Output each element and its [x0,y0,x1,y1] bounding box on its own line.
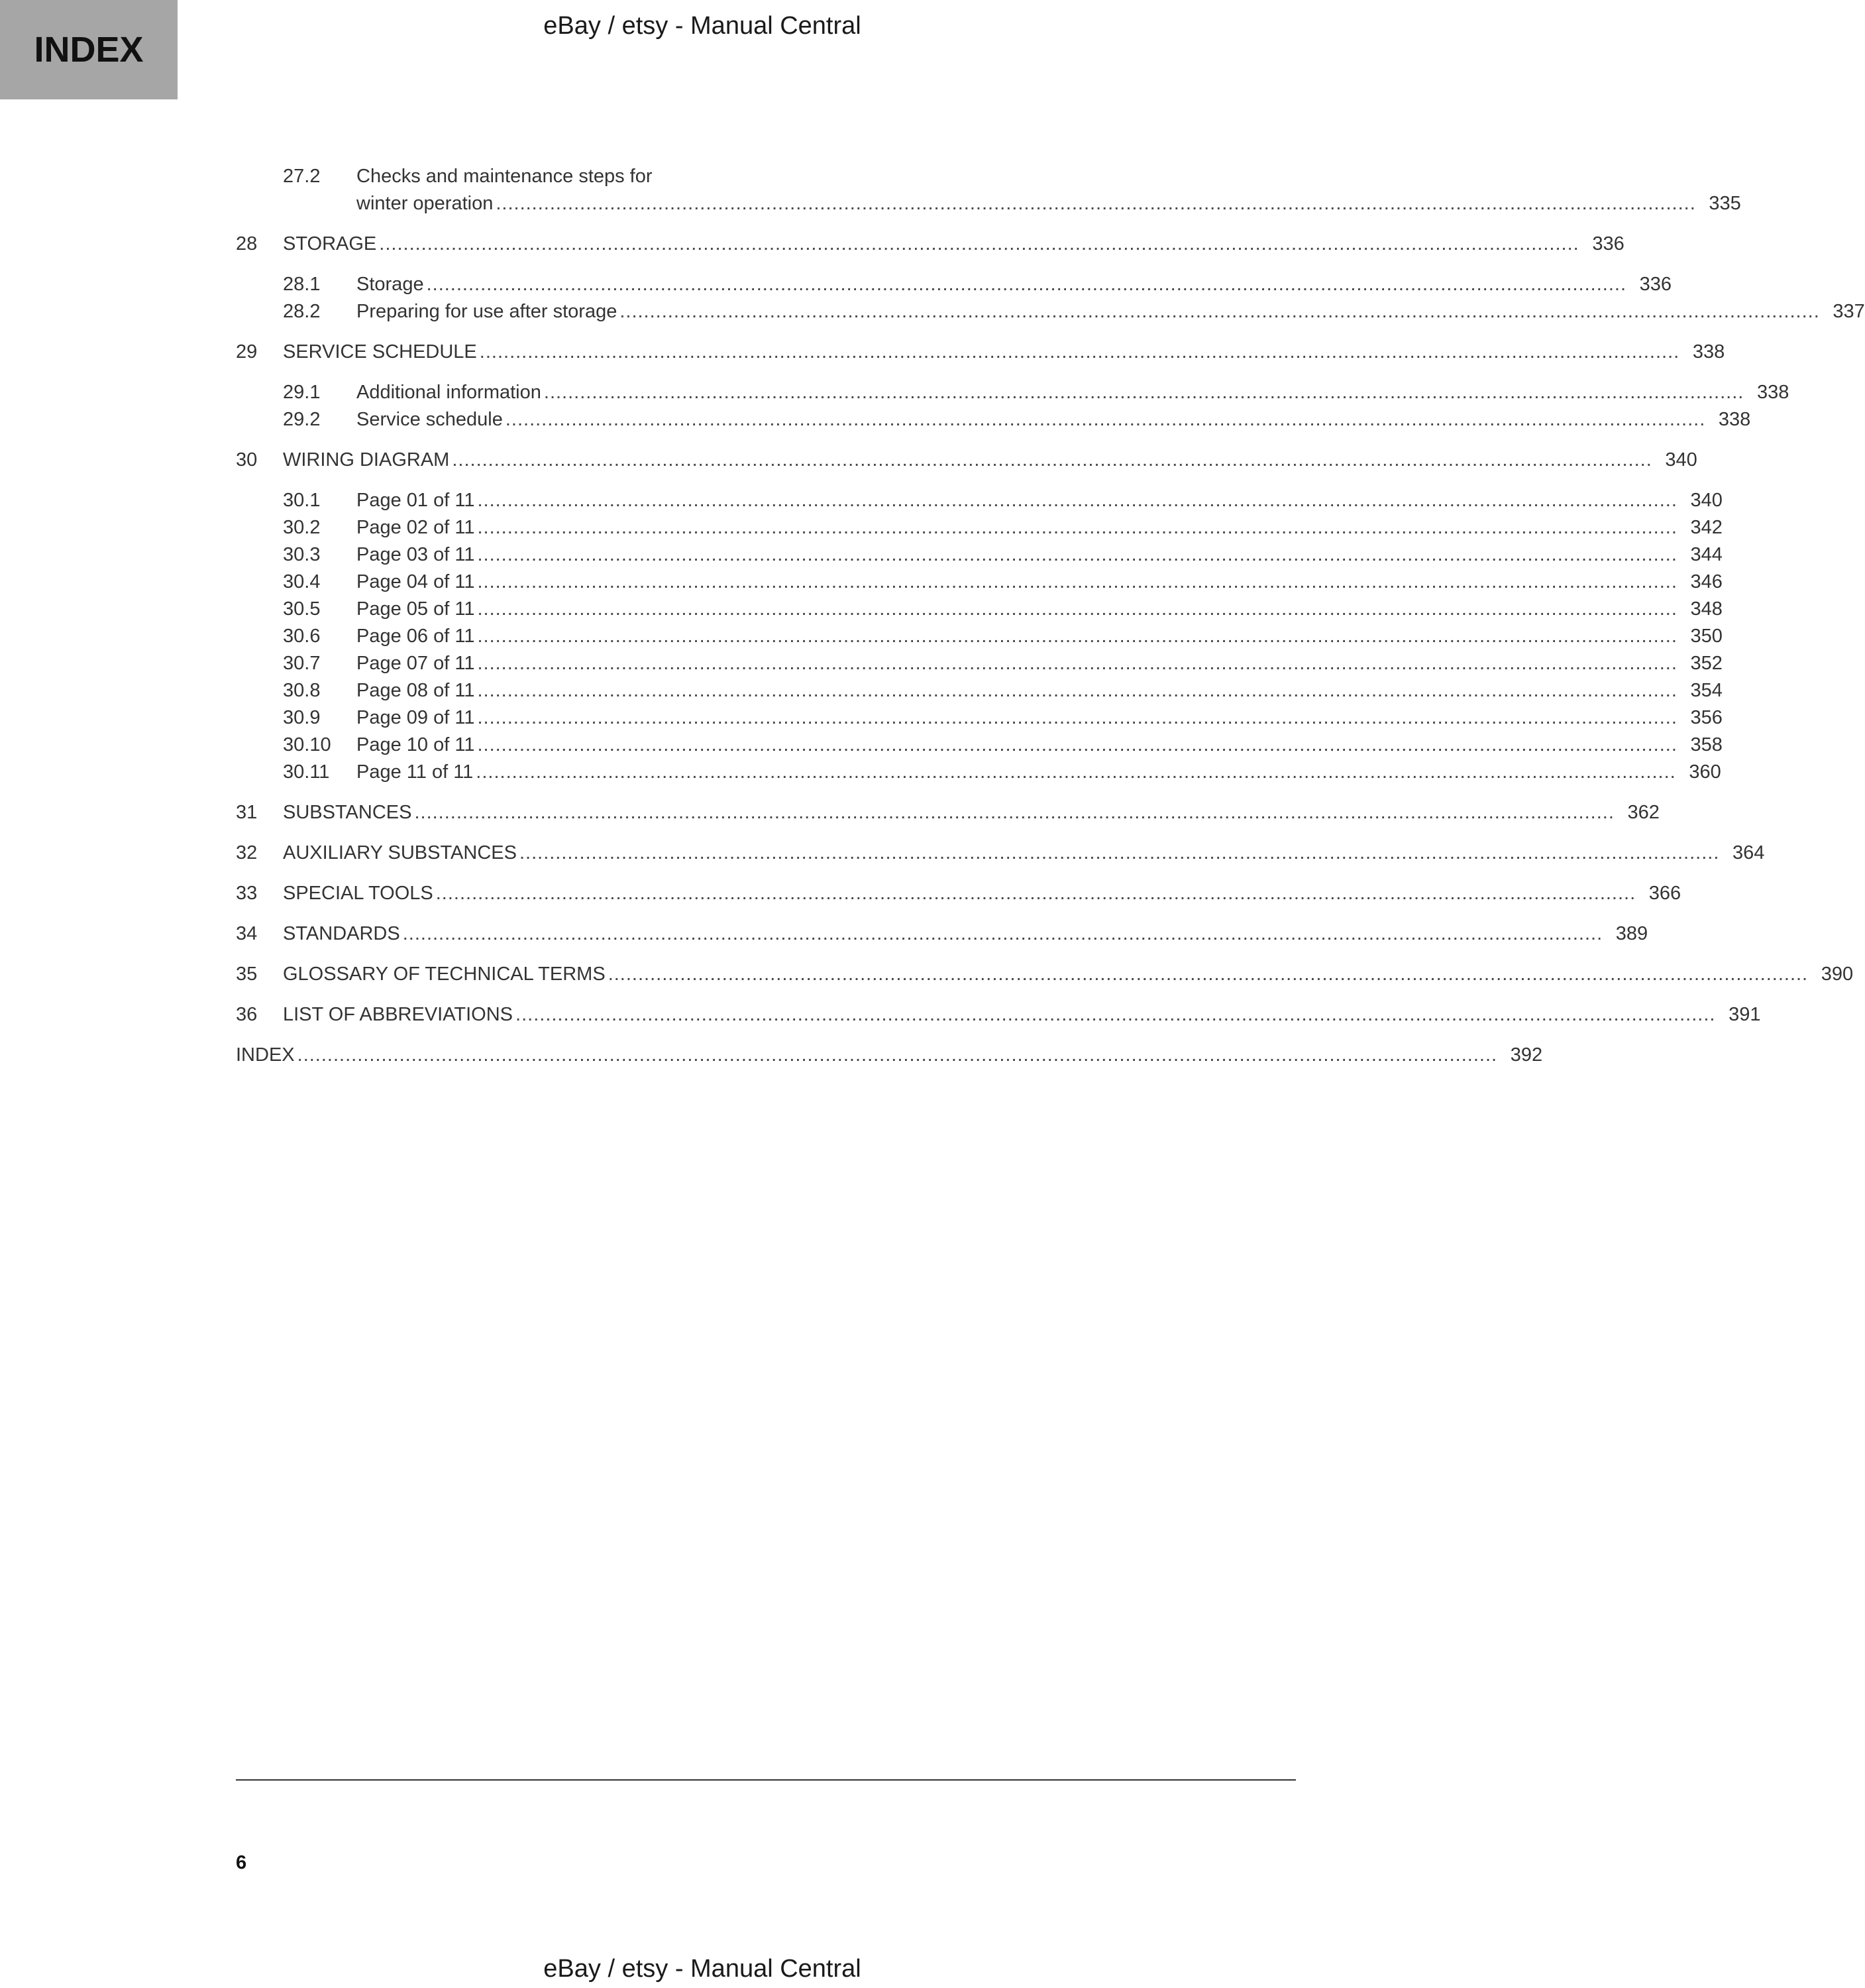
toc-leader-dots: ........................................................................................................................................................................................................ [477,517,1678,538]
toc-number: 28.1 [283,274,321,295]
toc-title: SUBSTANCES [283,802,412,823]
toc-leader-dots: ........................................................................................................................................................................................................ [479,341,1680,362]
toc-title: Page 09 of 11 [356,707,475,728]
toc-number: 30.4 [283,571,321,592]
watermark-bottom: eBay / etsy - Manual Central [543,1955,861,1983]
toc-leader-dots: ........................................................................................................................................................................................................ [477,571,1678,592]
toc-entry[interactable] [236,231,1625,258]
toc-number: 33 [236,883,258,904]
watermark-top: eBay / etsy - Manual Central [543,12,861,40]
toc-page-number: 392 [1510,1044,1543,1066]
toc-title: LIST OF ABBREVIATIONS [283,1004,513,1025]
toc-entry[interactable] [236,379,1789,406]
toc-title: Page 02 of 11 [356,517,475,538]
toc-leader-dots: ........................................................................................................................................................................................................ [619,301,1820,322]
toc-title: WIRING DIAGRAM [283,449,450,470]
toc-number: 29.2 [283,409,321,430]
toc-number: 30.6 [283,626,321,647]
toc-title: Page 10 of 11 [356,734,475,755]
toc-leader-dots: ........................................................................................................................................................................................................ [496,193,1696,214]
toc-entry[interactable] [236,799,1660,826]
toc-entry[interactable] [236,541,1723,569]
toc-leader-dots: ........................................................................................................................................................................................................ [402,923,1603,944]
toc-number: 34 [236,923,258,944]
toc-entry[interactable] [236,339,1725,366]
toc-entry[interactable] [236,163,747,190]
footer-divider [236,1779,1296,1781]
toc-entry[interactable] [236,271,1672,298]
toc-number: 30.7 [283,653,321,674]
toc-leader-dots: ........................................................................................................................................................................................................ [452,449,1652,470]
toc-page-number: 354 [1690,680,1723,701]
toc-number: 30.10 [283,734,331,755]
toc-title: INDEX [236,1044,295,1066]
toc-leader-dots: ........................................................................................................................................................................................................ [608,964,1809,985]
toc-leader-dots: ........................................................................................................................................................................................................ [435,883,1636,904]
toc-number: 30.9 [283,707,321,728]
toc-title: Page 03 of 11 [356,544,475,565]
toc-page-number: 350 [1690,626,1723,647]
toc-entry[interactable] [236,487,1723,514]
toc-number: 27.2 [283,166,321,187]
toc-title: Preparing for use after storage [356,301,617,322]
toc-page-number: 340 [1665,449,1697,470]
toc-page-number: 360 [1689,761,1721,783]
toc-entry[interactable] [236,1042,1543,1069]
toc-number: 36 [236,1004,258,1025]
toc-leader-dots: ........................................................................................................................................................................................................ [477,626,1678,647]
toc-leader-dots: ........................................................................................................................................................................................................ [543,382,1744,403]
toc-page-number: 337 [1833,301,1865,322]
toc-title: GLOSSARY OF TECHNICAL TERMS [283,964,606,985]
toc-entry[interactable] [236,880,1681,907]
toc-title: Page 04 of 11 [356,571,475,592]
toc-page-number: 364 [1732,842,1765,863]
toc-leader-dots: ........................................................................................................................................................................................................ [519,842,1720,863]
toc-page-number: 362 [1627,802,1660,823]
toc-entry[interactable] [236,569,1723,596]
toc-number: 28 [236,233,258,254]
toc-number: 35 [236,964,258,985]
toc-title: Checks and maintenance steps for [356,166,653,187]
toc-leader-dots: ........................................................................................................................................................................................................ [515,1004,1716,1025]
toc-page-number: 340 [1690,490,1723,511]
toc-entry[interactable] [236,623,1723,650]
toc-title: AUXILIARY SUBSTANCES [283,842,517,863]
toc-number: 30.11 [283,761,330,783]
toc-title: STORAGE [283,233,377,254]
toc-number: 30.3 [283,544,321,565]
toc-page-number: 336 [1592,233,1625,254]
toc-page-number: 391 [1729,1004,1761,1025]
toc-entry[interactable] [236,447,1697,474]
toc-number: 32 [236,842,258,863]
toc-number: 29.1 [283,382,321,403]
page-number: 6 [236,1852,247,1873]
toc-number: 31 [236,802,258,823]
toc-title: SERVICE SCHEDULE [283,341,477,362]
table-of-contents [236,163,1865,1069]
toc-page-number: 344 [1690,544,1723,565]
toc-leader-dots: ........................................................................................................................................................................................................ [426,274,1627,295]
toc-entry[interactable] [236,677,1723,704]
toc-entry[interactable] [236,298,1865,325]
toc-number: 28.2 [283,301,321,322]
toc-leader-dots: ........................................................................................................................................................................................................ [505,409,1706,430]
toc-entry[interactable] [236,840,1765,867]
toc-page-number: 338 [1692,341,1725,362]
toc-entry[interactable] [236,961,1854,988]
toc-entry[interactable] [236,406,1751,433]
toc-page-number: 348 [1690,598,1723,620]
toc-title: Service schedule [356,409,503,430]
toc-page-number: 336 [1639,274,1672,295]
toc-leader-dots: ........................................................................................................................................................................................................ [477,680,1678,701]
toc-page-number: 352 [1690,653,1723,674]
toc-entry[interactable] [236,732,1723,759]
toc-number: 30.8 [283,680,321,701]
toc-title: Page 11 of 11 [356,761,474,783]
toc-page-number: 389 [1615,923,1648,944]
toc-page-number: 338 [1718,409,1751,430]
toc-entry[interactable] [236,514,1723,541]
toc-page-number: 346 [1690,571,1723,592]
toc-leader-dots: ........................................................................................................................................................................................................ [477,598,1678,620]
toc-number: 30 [236,449,258,470]
toc-page-number: 338 [1756,382,1789,403]
toc-page-number: 342 [1690,517,1723,538]
toc-number: 30.5 [283,598,321,620]
toc-leader-dots: ........................................................................................................................................................................................................ [477,653,1678,674]
toc-title: Page 08 of 11 [356,680,475,701]
toc-leader-dots: ........................................................................................................................................................................................................ [477,490,1678,511]
toc-title-continuation: winter operation [356,193,494,214]
toc-title: Storage [356,274,424,295]
toc-title: Page 05 of 11 [356,598,475,620]
toc-entry[interactable] [236,704,1723,732]
toc-title: Page 06 of 11 [356,626,475,647]
toc-page-number: 358 [1690,734,1723,755]
toc-title: SPECIAL TOOLS [283,883,433,904]
toc-title: Page 07 of 11 [356,653,475,674]
toc-title: STANDARDS [283,923,400,944]
toc-title: Page 01 of 11 [356,490,475,511]
toc-entry[interactable] [236,190,1741,217]
toc-entry[interactable] [236,596,1723,623]
toc-number: 30.1 [283,490,321,511]
toc-page-number: 356 [1690,707,1723,728]
toc-number: 30.2 [283,517,321,538]
toc-number: 29 [236,341,258,362]
toc-page-number: 366 [1648,883,1681,904]
toc-entry[interactable] [236,650,1723,677]
toc-leader-dots: ........................................................................................................................................................................................................ [379,233,1579,254]
index-tab-label: INDEX [34,30,144,70]
toc-leader-dots: ........................................................................................................................................................................................................ [477,544,1678,565]
toc-leader-dots: ........................................................................................................................................................................................................ [477,707,1678,728]
toc-page-number: 335 [1709,193,1741,214]
toc-title: Additional information [356,382,541,403]
toc-leader-dots: ........................................................................................................................................................................................................ [297,1044,1498,1066]
toc-entry[interactable] [236,1001,1761,1028]
toc-page-number: 390 [1821,964,1854,985]
toc-leader-dots: ........................................................................................................................................................................................................ [414,802,1615,823]
toc-entry[interactable] [236,759,1721,786]
toc-leader-dots: ........................................................................................................................................................................................................ [476,761,1676,783]
toc-leader-dots: ........................................................................................................................................................................................................ [477,734,1678,755]
toc-entry[interactable] [236,920,1648,948]
